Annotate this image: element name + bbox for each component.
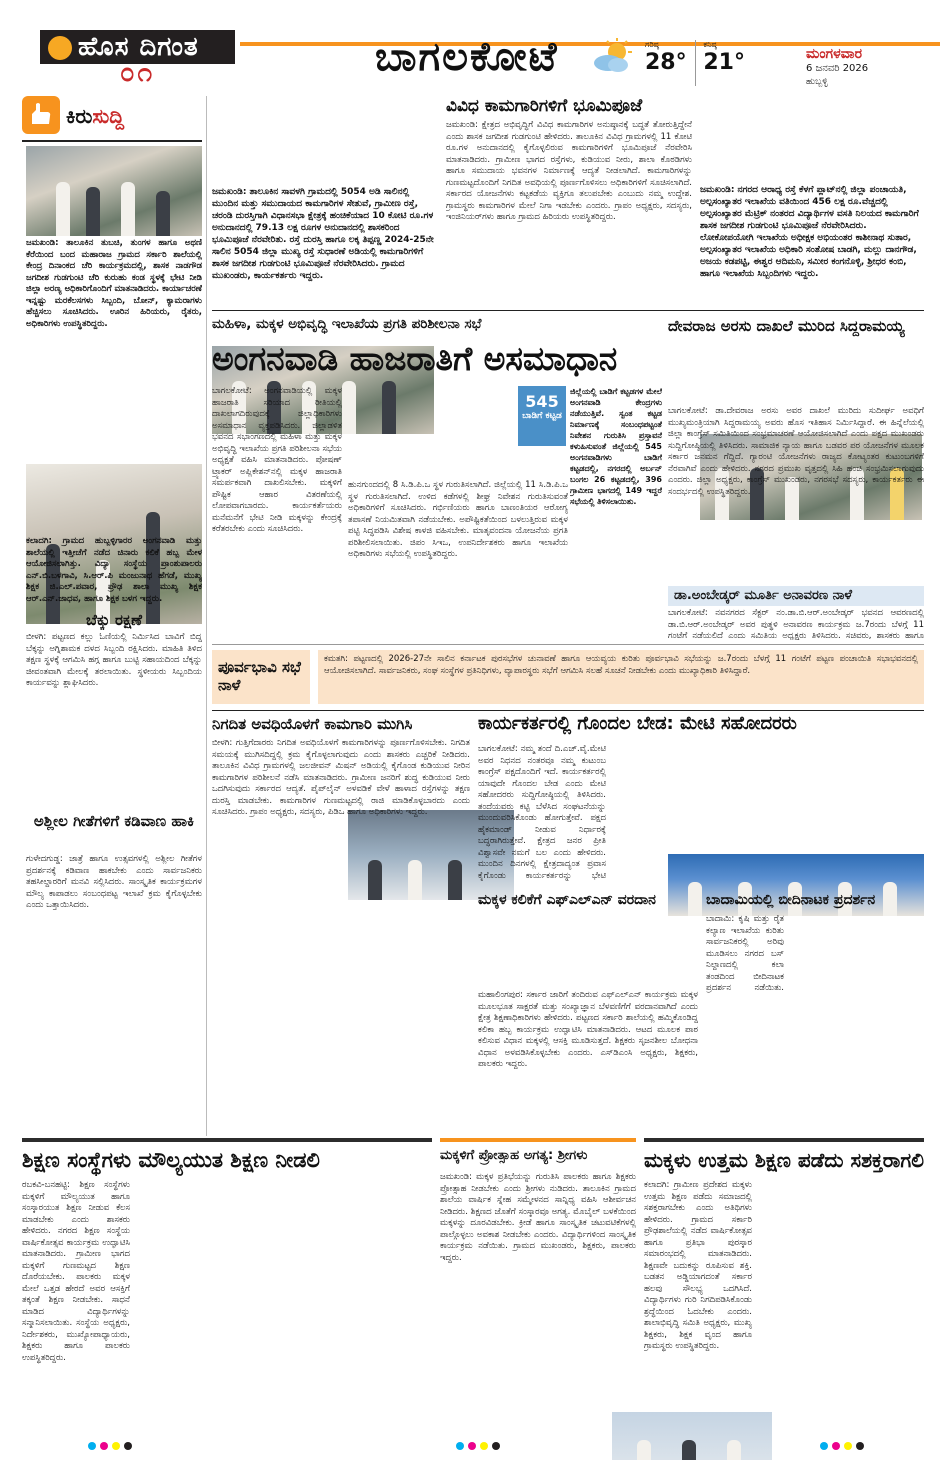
logo-text: ಹೊಸ ದಿಗಂತ xyxy=(78,31,199,62)
story-headline: ಬೆಕ್ಕು ರಕ್ಷಣೆ xyxy=(86,611,142,629)
section-rule xyxy=(644,1138,924,1142)
kirusuddi-title: ಕಿರುಸುದ್ದಿ xyxy=(66,104,125,128)
story-text: ಗುಳೇದಗುಡ್ಡ: ಜಾತ್ರೆ ಹಾಗೂ ಉತ್ಸವಗಳಲ್ಲಿ ಅಶ್ಲೀಲ ಗೀತೆಗಳ ಪ್ರದರ್ಶನಕ್ಕೆ ಕಡಿವಾಣ ಹಾಕಬೇಕು ಎಂದು ಸಾರ್ವಜನಿಕರು ತಹಸೀಲ್ದಾರರಿಗೆ ಮನವಿ ಸಲ್ಲಿಸಿದರು. ಸಾಂಸ್ಕೃತಿಕ ಕಾರ್ಯಕ್ರಮಗಳ ಮೌಲ್ಯ ಕಾಪಾಡಲು ಸಂಬಂಧಪಟ್ಟ ಇಲಾಖೆ ಕ್ರಮ ಕೈಗೊಳ್ಳಬೇಕು ಎಂದು ಒತ್ತಾಯಿಸಿದರು. xyxy=(26,854,202,910)
story-headline: ಮಕ್ಕಳು ಉತ್ತಮ ಶಿಕ್ಷಣ ಪಡೆದು ಸಶಕ್ತರಾಗಲಿ xyxy=(644,1148,924,1172)
story-text: ಬಾಗಲಕೋಟೆ: ನವನಗರದ ಸೆಕ್ಟರ್ ನಂ.ಡಾ.ಬಿ.ಆರ್.ಅಂಬೇಡ್ಕರ್ ಭವನದ ಆವರಣದಲ್ಲಿ ಡಾ.ಬಿ.ಆರ್.ಅಂಬೇಡ್ಕರ್ ಅವರ ಪುತ್ಥಳಿ ಅನಾವರಣ ಕಾರ್ಯಕ್ರಮ ಜ.7ರಂದು ಬೆಳಗ್ಗೆ 11 ಗಂಟೆಗೆ ನಡೆಯಲಿದೆ ಎಂದು ಸಮಿತಿಯ ಅಧ್ಯಕ್ಷರು ತಿಳಿಸಿದರು. ಸಚಿವರು, ಶಾಸಕರು ಹಾಗೂ xyxy=(668,608,924,640)
story-text: ಬೀಳಗಿ: ಪಟ್ಟಣದ ಕಲ್ಲು ಓಣಿಯಲ್ಲಿ ನಿರ್ಮಿಸಿದ ಬಾವಿಗೆ ಬಿದ್ದ ಬೆಕ್ಕನ್ನು ಅಗ್ನಿಶಾಮಕ ದಳದ ಸಿಬ್ಬಂದಿ ರಕ್ಷಿಸಿದರು. ಮಾಹಿತಿ ತಿಳಿದ ತಕ್ಷಣ ಸ್ಥಳಕ್ಕೆ ಆಗಮಿಸಿ ಹಗ್ಗ ಹಾಗೂ ಬುಟ್ಟಿ ಸಹಾಯದಿಂದ ಬೆಕ್ಕನ್ನು ಜೀವಂತವಾಗಿ ಮೇಲಕ್ಕೆ ತರಲಾಯಿತು. ಸ್ಥಳೀಯರು ಸಿಬ್ಬಂದಿಯ ಕಾರ್ಯವನ್ನು ಶ್ಲಾಘಿಸಿದರು. xyxy=(26,632,202,688)
story-text: ರಬಕವಿ-ಬನಹಟ್ಟಿ: ಶಿಕ್ಷಣ ಸಂಸ್ಥೆಗಳು ಮಕ್ಕಳಿಗೆ ಮೌಲ್ಯಯುತ ಹಾಗೂ ಸಂಸ್ಕಾರಯುತ ಶಿಕ್ಷಣ ನೀಡುವ ಕೆಲಸ ಮಾಡಬೇಕು ಎಂದು ಶಾಸಕರು ಹೇಳಿದರು. ನಗರದ ಶಿಕ್ಷಣ ಸಂಸ್ಥೆಯ ವಾರ್ಷಿಕೋತ್ಸವ ಕಾರ್ಯಕ್ರಮ ಉದ್ಘಾಟಿಸಿ ಮಾತನಾಡಿದರು. ಗ್ರಾಮೀಣ ಭಾಗದ ಮಕ್ಕಳಿಗೆ ಗುಣಮಟ್ಟದ ಶಿಕ್ಷಣ ದೊರೆಯಬೇಕು. ಪಾಲಕರು ಮಕ್ಕಳ ಮೇಲೆ ಒತ್ತಡ ಹೇರದೆ ಅವರ ಆಸಕ್ತಿಗೆ ತಕ್ಕಂತೆ ಶಿಕ್ಷಣ ನೀಡಬೇಕು. ಸಾಧನೆ ಮಾಡಿದ ವಿದ್ಯಾರ್ಥಿಗಳನ್ನು ಸನ್ಮಾನಿಸಲಾಯಿತು. ಸಂಸ್ಥೆಯ ಅಧ್ಯಕ್ಷರು, ನಿರ್ದೇಶಕರು, ಮುಖ್ಯೋಪಾಧ್ಯಾಯರು, ಶಿಕ್ಷಕರು ಹಾಗೂ ಪಾಲಕರು ಉಪಸ್ಥಿತರಿದ್ದರು. xyxy=(22,1180,130,1363)
stat-number: 545 xyxy=(525,392,559,411)
story-text: ಬಾದಾಮಿ: ಕೃಷಿ ಮತ್ತು ರೈತ ಕಲ್ಯಾಣ ಇಲಾಖೆಯ ಕುರಿತು ಸಾರ್ವಜನಿಕರಲ್ಲಿ ಅರಿವು ಮೂಡಿಸಲು ನಗರದ ಬಸ್ ನಿಲ್ದಾಣದಲ್ಲಿ ಕಲಾ ತಂಡದಿಂದ ಬೀದಿನಾಟಕ ಪ್ರದರ್ಶನ ನಡೆಯಿತು. xyxy=(706,914,784,993)
print-registration-marks xyxy=(820,1442,864,1452)
story-headline: ಡಾ.ಅಂಬೇಡ್ಕರ್ ಮೂರ್ತಿ ಅನಾವರಣ ನಾಳೆ xyxy=(668,586,924,606)
print-registration-marks xyxy=(88,1442,132,1452)
section-rule xyxy=(440,1138,636,1142)
print-registration-marks xyxy=(456,1442,500,1452)
story-headline: ನಿಗದಿತ ಅವಧಿಯೊಳಗೆ ಕಾಮಗಾರಿ ಮುಗಿಸಿ xyxy=(212,715,413,733)
story-text: ಬಾಗಲಕೋಟೆ: ನಮ್ಮ ತಂದೆ ದಿ.ಎಚ್.ವೈ.ಮೇಟಿ ಅವರ ನಿಧನದ ನಂತರವೂ ನಮ್ಮ ಕುಟುಂಬ ಕಾಂಗ್ರೆಸ್ ಪಕ್ಷದೊಂದಿಗೆ ಇದೆ. ಕಾರ್ಯಕರ್ತರಲ್ಲಿ ಯಾವುದೇ ಗೊಂದಲ ಬೇಡ ಎಂದು ಮೇಟಿ ಸಹೋದರರು ಸುದ್ದಿಗೋಷ್ಠಿಯಲ್ಲಿ ತಿಳಿಸಿದರು. ತಂದೆಯವರು ಕಟ್ಟಿ ಬೆಳೆಸಿದ ಸಂಘಟನೆಯನ್ನು ಮುಂದುವರಿಸಿಕೊಂಡು ಹೋಗುತ್ತೇವೆ. ಪಕ್ಷದ ಹೈಕಮಾಂಡ್ ನೀಡುವ ನಿರ್ಧಾರಕ್ಕೆ ಬದ್ಧರಾಗಿರುತ್ತೇವೆ. ಕ್ಷೇತ್ರದ ಜನರ ಪ್ರೀತಿ ವಿಶ್ವಾಸವೇ ನಮಗೆ ಬಲ ಎಂದು ಹೇಳಿದರು. ಮುಂದಿನ ದಿನಗಳಲ್ಲಿ ಕ್ಷೇತ್ರದಾದ್ಯಂತ ಪ್ರವಾಸ ಕೈಗೊಂಡು ಕಾರ್ಯಕರ್ತರನ್ನು ಭೇಟಿ xyxy=(478,744,606,881)
stat-text: ಜಿಲ್ಲೆಯಲ್ಲಿ ಬಾಡಿಗೆ ಕಟ್ಟಡಗಳ ಮೇಲೆ ಅಂಗನವಾಡಿ ಕೇಂದ್ರಗಳು ನಡೆಯುತ್ತಿವೆ. ಸ್ವಂತ ಕಟ್ಟಡ ನಿರ್ಮಾಣಕ್ಕೆ ಸಂಬಂಧಪಟ್ಟಂತೆ ನಿವೇಶನ ಗುರುತಿಸಿ ಪ್ರಸ್ತಾವನೆ ಕಳುಹಿಸುವಂತೆ ಜಿಲ್ಲೆಯಲ್ಲಿ 545 ಅಂಗನವಾಡಿಗಳು ಬಾಡಿಗೆ ಕಟ್ಟಡದಲ್ಲಿ, ನಗರದಲ್ಲಿ ಅರ್ಬನ್ ಬಂಗಲ 26 ಕಟ್ಟಡದಲ್ಲಿ, 396 ಗ್ರಾಮೀಣ ಭಾಗದಲ್ಲಿ 149 ಇದ್ದರೆ ಸಭೆಯಲ್ಲಿ ತಿಳಿಸಲಾಯಿತು. xyxy=(570,387,662,506)
story-text: ಜಮಖಂಡಿ: ಕ್ಷೇತ್ರದ ಅಭಿವೃದ್ಧಿಗೆ ವಿವಿಧ ಕಾಮಗಾರಿಗಳ ಅನುಷ್ಠಾನಕ್ಕೆ ಬದ್ಧತೆ ತೋರುತ್ತಿದ್ದೇನೆ ಎಂದು ಶಾಸಕ ಜಗದೀಶ ಗುಡಗುಂಟಿ ಹೇಳಿದರು. ತಾಲೂಕಿನ ವಿವಿಧ ಗ್ರಾಮಗಳಲ್ಲಿ 11 ಕೋಟಿ ರೂ.ಗಳ ಅನುದಾನದಲ್ಲಿ ಕೈಗೊಳ್ಳಲಿರುವ ಕಾಮಗಾರಿಗಳಿಗೆ ಭೂಮಿಪೂಜೆ ನೆರವೇರಿಸಿ ಮಾತನಾಡಿದರು. ಗ್ರಾಮೀಣ ಭಾಗದ ರಸ್ತೆಗಳು, ಕುಡಿಯುವ ನೀರು, ಶಾಲಾ ಕೊಠಡಿಗಳು ಹಾಗೂ ಸಮುದಾಯ ಭವನಗಳ ನಿರ್ಮಾಣಕ್ಕೆ ಆದ್ಯತೆ ನೀಡಲಾಗಿದೆ. ಕಾಮಗಾರಿಗಳನ್ನು ಗುಣಮಟ್ಟದೊಂದಿಗೆ ನಿಗದಿತ ಅವಧಿಯಲ್ಲಿ ಪೂರ್ಣಗೊಳಿಸಲು ಅಧಿಕಾರಿಗಳಿಗೆ ಸೂಚಿಸಲಾಗಿದೆ. ಸರ್ಕಾರದ ಯೋಜನೆಗಳು ಕಟ್ಟಕಡೆಯ ವ್ಯಕ್ತಿಗೂ ತಲುಪಬೇಕು ಎಂಬುದು ನಮ್ಮ ಉದ್ದೇಶ. ಗ್ರಾಮಸ್ಥರು ಕಾಮಗಾರಿಗಳ ಮೇಲೆ ನಿಗಾ ಇಡಬೇಕು ಎಂದರು. ಗ್ರಾಪಂ ಅಧ್ಯಕ್ಷರು, ಸದಸ್ಯರು, ಇಂಜಿನಿಯರ್‌ಗಳು ಹಾಗೂ ಗ್ರಾಮದ ಹಿರಿಯರು ಉಪಸ್ಥಿತರಿದ್ದರು. xyxy=(446,120,692,222)
story-headline: ಮಕ್ಕಳಿಗೆ ಪ್ರೋತ್ಸಾಹ ಅಗತ್ಯ: ಶ್ರೀಗಳು xyxy=(440,1148,588,1163)
story-text: ಮಹಾಲಿಂಗಪುರ: ಸರ್ಕಾರ ಜಾರಿಗೆ ತಂದಿರುವ ಎಫ್‌ಎಲ್‌ಎನ್ ಕಾರ್ಯಕ್ರಮ ಮಕ್ಕಳ ಮೂಲಭೂತ ಸಾಕ್ಷರತೆ ಮತ್ತು ಸಂಖ್ಯಾಜ್ಞಾನ ಬೆಳವಣಿಗೆಗೆ ವರದಾನವಾಗಿದೆ ಎಂದು ಕ್ಷೇತ್ರ ಶಿಕ್ಷಣಾಧಿಕಾರಿಗಳು ಹೇಳಿದರು. ಪಟ್ಟಣದ ಸರ್ಕಾರಿ ಶಾಲೆಯಲ್ಲಿ ಹಮ್ಮಿಕೊಂಡಿದ್ದ ಕಲಿಕಾ ಹಬ್ಬ ಕಾರ್ಯಕ್ರಮ ಉದ್ಘಾಟಿಸಿ ಮಾತನಾಡಿದರು. ಆಟದ ಮೂಲಕ ಪಾಠ ಕಲಿಸುವ ವಿಧಾನ ಮಕ್ಕಳಲ್ಲಿ ಆಸಕ್ತಿ ಮೂಡಿಸುತ್ತದೆ. ಶಿಕ್ಷಕರು ಸೃಜನಶೀಲ ಬೋಧನಾ ವಿಧಾನ ಅಳವಡಿಸಿಕೊಳ್ಳಬೇಕು ಎಂದರು. ಎಸ್‌ಡಿಎಂಸಿ ಅಧ್ಯಕ್ಷರು, ಶಿಕ್ಷಕರು, ಪಾಲಕರು ಇದ್ದರು. xyxy=(478,990,698,1069)
news-photo xyxy=(26,146,202,236)
story-headline: ವಿವಿಧ ಕಾಮಗಾರಿಗಳಿಗೆ ಭೂಮಿಪೂಜೆ xyxy=(446,96,643,116)
story-text: ಹುನಗುಂದದಲ್ಲಿ 8 ಸಿ.ಡಿ.ಪಿ.ಒ ಸ್ಥಳ ಗುರುತಿಸಲಾಗಿದೆ. ಜಿಲ್ಲೆಯಲ್ಲಿ 11 ಸಿ.ಡಿ.ಪಿ.ಒ ಸ್ಥಳ ಗುರುತಿಸಲಾಗಿದೆ. ಉಳಿದ ಕಡೆಗಳಲ್ಲಿ ಶೀಘ್ರ ನಿವೇಶನ ಗುರುತಿಸುವಂತೆ ಅಧಿಕಾರಿಗಳಿಗೆ ಸೂಚಿಸಿದರು. ಗರ್ಭಿಣಿಯರು ಹಾಗೂ ಬಾಣಂತಿಯರ ಆರೋಗ್ಯ ತಪಾಸಣೆ ನಿಯಮಿತವಾಗಿ ನಡೆಯಬೇಕು. ಅಪೌಷ್ಟಿಕತೆಯಿಂದ ಬಳಲುತ್ತಿರುವ ಮಕ್ಕಳ ಪಟ್ಟಿ ಸಿದ್ಧಪಡಿಸಿ ವಿಶೇಷ ಕಾಳಜಿ ವಹಿಸಬೇಕು. ಮಾತೃವಂದನಾ ಯೋಜನೆಯ ಪ್ರಗತಿ ಪರಿಶೀಲಿಸಲಾಯಿತು. ಜಿಪಂ ಸಿಇಒ, ಉಪನಿರ್ದೇಶಕರು ಹಾಗೂ ಇಲಾಖೆಯ ಅಧಿಕಾರಿಗಳು ಸಭೆಯಲ್ಲಿ ಉಪಸ್ಥಿತರಿದ್ದರು. xyxy=(348,480,568,559)
photo-caption: ಜಮಖಂಡಿ: ನಗರದ ಆರಾಧ್ಯ ರಸ್ತೆ ಕೆಳಗೆ ಪ್ಲಾಟ್‌ನಲ್ಲಿ ಜಿಲ್ಲಾ ಪಂಚಾಯತಿ, ಅಲ್ಪಸಂಖ್ಯಾತರ ಇಲಾಖೆಯ ವತಿಯಿಂದ 456 ಲಕ್ಷ ರೂ.ವೆಚ್ಚದಲ್ಲಿ ಅಲ್ಪಸಂಖ್ಯಾತರ ಮೆಟ್ರಿಕ್ ನಂತರದ ವಿದ್ಯಾರ್ಥಿಗಳ ವಸತಿ ನಿಲಯದ ಕಾಮಗಾರಿಗೆ ಶಾಸಕ ಜಗದೀಶ ಗುಡಗುಂಟಿ ಭೂಮಿಪೂಜೆ ನೆರವೇರಿಸಿದರು. ಲೋಕೋಪಯೋಗಿ ಇಲಾಖೆಯ ಅಧೀಕ್ಷಕ ಅಭಿಯಂತರ ಕಾಶೀನಾಥ ಸುತಾರ, ಅಲ್ಪಸಂಖ್ಯಾತರ ಇಲಾಖೆಯ ಅಧಿಕಾರಿ ಸಂತೋಷ ಬಾಡಗಿ, ಮಲ್ಲು ದಾನಗೌಡ, ಅಜಯ ಕಡಪಟ್ಟಿ, ಈಶ್ವರ ಆದಿಮನಿ, ಸಮೀರ ಕಂಗನೊಳ್ಳಿ, ಶ್ರೀಧರ ಕಂಬಿ, ಹಾಗೂ ಇಲಾಖೆಯ ಸಿಬ್ಬಂದಿಗಳು ಇದ್ದರು. xyxy=(700,184,922,304)
stat-label: ಬಾಡಿಗೆ ಕಟ್ಟಡ xyxy=(522,411,562,421)
min-temp: ಕನಿಷ್ಠ 21° xyxy=(703,40,745,75)
notice-tag-label: ಪೂರ್ವಭಾವಿ ಸಭೆ ನಾಳೆ xyxy=(212,650,310,704)
story-headline: ಕಾರ್ಯಕರ್ತರಲ್ಲಿ ಗೊಂದಲ ಬೇಡ: ಮೇಟಿ ಸಹೋದರರು xyxy=(478,714,797,734)
story-text: ಕಮತಗಿ: ಪಟ್ಟಣದಲ್ಲಿ 2026-27ನೇ ಸಾಲಿನ ಕರ್ನಾಟಕ ಪುರಸಭೆಗಳ ಚುನಾವಣೆ ಹಾಗೂ ಆಯವ್ಯಯ ಕುರಿತು ಪೂರ್ವಭಾವಿ ಸಭೆಯನ್ನು ಜ.7ರಂದು ಬೆಳಗ್ಗೆ 11 ಗಂಟೆಗೆ ಪಟ್ಟಣ ಪಂಚಾಯಿತಿ ಸಭಾಭವನದಲ್ಲಿ ಆಯೋಜಿಸಲಾಗಿದೆ. ಸಾರ್ವಜನಿಕರು, ಸಂಘ ಸಂಸ್ಥೆಗಳ ಪ್ರತಿನಿಧಿಗಳು, ವ್ಯಾಪಾರಸ್ಥರು ಸಭೆಗೆ ಆಗಮಿಸಿ ಸಲಹೆ ಸೂಚನೆ ನೀಡಬೇಕು ಎಂದು ಮುಖ್ಯಾಧಿಕಾರಿ ತಿಳಿಸಿದ್ದಾರೆ. xyxy=(318,650,924,704)
story-headline: ದೇವರಾಜ ಅರಸು ದಾಖಲೆ ಮುರಿದ ಸಿದ್ದರಾಮಯ್ಯ xyxy=(668,317,905,335)
story-headline: ಬಾದಾಮಿಯಲ್ಲಿ ಬೀದಿನಾಟಕ ಪ್ರದರ್ಶನ xyxy=(706,892,876,908)
column-rule xyxy=(22,140,202,142)
story-headline: ಅಂಗನವಾಡಿ ಹಾಜರಾತಿಗೆ ಅಸಮಾಧಾನ xyxy=(212,339,618,378)
story-text: ಬಾಗಲಕೋಟೆ: ಅಂಗನವಾಡಿಯಲ್ಲಿ ಮಕ್ಕಳ ಹಾಜರಾತಿ ಸರಿಯಾದ ರೀತಿಯಲ್ಲಿ ದಾಖಲಾಗದಿರುವುದಕ್ಕೆ ಜಿಲ್ಲಾಧಿಕಾರಿಗಳು ಅಸಮಾಧಾನ ವ್ಯಕ್ತಪಡಿಸಿದರು. ಜಿಲ್ಲಾಡಳಿತ ಭವನದ ಸಭಾಂಗಣದಲ್ಲಿ ಮಹಿಳಾ ಮತ್ತು ಮಕ್ಕಳ ಅಭಿವೃದ್ಧಿ ಇಲಾಖೆಯ ಪ್ರಗತಿ ಪರಿಶೀಲನಾ ಸಭೆಯ ಅಧ್ಯಕ್ಷತೆ ವಹಿಸಿ ಮಾತನಾಡಿದರು. ಪೋಷಣ್ ಟ್ರ್ಯಾಕರ್ ಅಪ್ಲಿಕೇಶನ್‌ನಲ್ಲಿ ಮಕ್ಕಳ ಹಾಜರಾತಿ ಸಮರ್ಪಕವಾಗಿ ದಾಖಲಿಸಬೇಕು. ಮಕ್ಕಳಿಗೆ ಪೌಷ್ಟಿಕ ಆಹಾರ ವಿತರಣೆಯಲ್ಲಿ ಲೋಪವಾಗಬಾರದು. ಕಾರ್ಯಕರ್ತೆಯರು ಮನೆಮನೆಗೆ ಭೇಟಿ ನೀಡಿ ಮಕ್ಕಳನ್ನು ಕೇಂದ್ರಕ್ಕೆ ಕರೆತರಬೇಕು ಎಂದು ಸೂಚಿಸಿದರು. xyxy=(212,386,342,534)
weather-sun-cloud-icon xyxy=(592,38,634,74)
date: 6 ಜನವರಿ 2026 xyxy=(806,63,869,74)
story-headline: ಶಿಕ್ಷಣ ಸಂಸ್ಥೆಗಳು ಮೌಲ್ಯಯುತ ಶಿಕ್ಷಣ ನೀಡಲಿ xyxy=(22,1148,320,1172)
page-number: ೦೧ xyxy=(119,58,156,88)
story-text: ಕಲಾದಗಿ: ಗ್ರಾಮೀಣ ಪ್ರದೇಶದ ಮಕ್ಕಳು ಉತ್ತಮ ಶಿಕ್ಷಣ ಪಡೆದು ಸಮಾಜದಲ್ಲಿ ಸಶಕ್ತರಾಗಬೇಕು ಎಂದು ಅತಿಥಿಗಳು ಹೇಳಿದರು. ಗ್ರಾಮದ ಸರ್ಕಾರಿ ಪ್ರೌಢಶಾಲೆಯಲ್ಲಿ ನಡೆದ ವಾರ್ಷಿಕೋತ್ಸವ ಹಾಗೂ ಪ್ರತಿಭಾ ಪುರಸ್ಕಾರ ಸಮಾರಂಭದಲ್ಲಿ ಮಾತನಾಡಿದರು. ಶಿಕ್ಷಣವೇ ಬದುಕನ್ನು ರೂಪಿಸುವ ಶಕ್ತಿ. ಬಡತನ ಅಡ್ಡಿಯಾಗದಂತೆ ಸರ್ಕಾರ ಹಲವು ಸೌಲಭ್ಯ ಒದಗಿಸಿದೆ. ವಿದ್ಯಾರ್ಥಿಗಳು ಗುರಿ ನಿಗದಿಪಡಿಸಿಕೊಂಡು ಶ್ರದ್ಧೆಯಿಂದ ಓದಬೇಕು ಎಂದರು. ಶಾಲಾಭಿವೃದ್ಧಿ ಸಮಿತಿ ಅಧ್ಯಕ್ಷರು, ಮುಖ್ಯ ಶಿಕ್ಷಕರು, ಶಿಕ್ಷಕ ವೃಂದ ಹಾಗೂ ಗ್ರಾಮಸ್ಥರು ಉಪಸ್ಥಿತರಿದ್ದರು. xyxy=(644,1180,752,1351)
section-rule xyxy=(22,1138,432,1142)
temperature-readout xyxy=(645,40,745,86)
edition-name: ಹುಬ್ಬಳ್ಳಿ xyxy=(806,77,828,87)
story-headline: ಅಶ್ಲೀಲ ಗೀತೆಗಳಿಗೆ ಕಡಿವಾಣ ಹಾಕಿ xyxy=(33,812,195,830)
story-text: ಕಲಾದಗಿ: ಗ್ರಾಮದ ಹುಬ್ಬಳ್ಳಿಗಾರರ ಅಂಗನವಾಡಿ ಮತ್ತು ಶಾಲೆಯಲ್ಲಿ ಇತ್ತೀಚೆಗೆ ನಡೆದ ಚಿನಾರು ಕಲಿಕೆ ಹಬ್ಬ ಮೇಳ ಆಯೋಜಿಸಲಾಗಿತ್ತು. ವಿದ್ಯಾ ಸಂಸ್ಥೆಯ ಪ್ರಾಂಶುಪಾಲರು ಎನ್.ಬಿ.ಬಳಗಾವಿ, ಸಿ.ಆರ್.ಪಿ ಮಂಜುನಾಥ ಹೆಗಡೆ, ಮುಖ್ಯ ಶಿಕ್ಷಕ ಜಿ.ಎಲ್.ಪವಾರ, ಪ್ರೌಢ ಶಾಲಾ ಮುಖ್ಯ ಶಿಕ್ಷಕ ಆರ್.ಎನ್.ಜಾಧವ, ಹಾಗೂ ಶಿಕ್ಷಕ ಬಳಗ ಇದ್ದರು. xyxy=(26,536,202,604)
masthead xyxy=(0,0,945,92)
photo-caption: ಜಮಖಂಡಿ: ತಾಲೂಕಿನ ಸಾವಳಗಿ ಗ್ರಾಮದಲ್ಲಿ 5054 ಅಡಿ ಸಾಲಿನಲ್ಲಿ ಮುಂದಿನ ಮತ್ತು ಸಮುದಾಯದ ಕಾಮಗಾರಿಗಳ ಸೇತುವೆ, ಗ್ರಾಮೀಣ ರಸ್ತೆ, ಚರಂಡಿ ದುರಸ್ತಿಗಾಗಿ ವಿಧಾನಸಭಾ ಕ್ಷೇತ್ರಕ್ಕೆ ಹಂಚಿಕೆಯಾದ 10 ಕೋಟಿ ರೂ.ಗಳ ಅನುದಾನದಲ್ಲಿ 79.13 ಲಕ್ಷ ರೂಗಳ ಅನುದಾನದಲ್ಲಿ ಶಾಸಕರಿಂದ ಭೂಮಿಪೂಜೆ ನೆರವೇರಿತು. ರಸ್ತೆ ದುರಸ್ತಿ ಹಾಗೂ ಲಕ್ಕ ತಿಪ್ಪಣ್ಣ 2024-25ನೇ ಸಾಲಿನ 5054 ಜಿಲ್ಲಾ ಮುಖ್ಯ ರಸ್ತೆ ಸುಧಾರಣೆ ಅಡಿಯಲ್ಲಿ ಕಾಮಗಾರಿಗಳಿಗೆ ಶಾಸಕ ಜಗದೀಶ ಗುಡಗುಂಟಿ ಭೂಮಿಪೂಜೆ ನೆರವೇರಿಸಿದರು. ಗ್ರಾಮದ ಮುಖಂಡರು, ಕಾರ್ಯಕರ್ತರು ಇದ್ದರು. xyxy=(212,186,434,302)
column-divider xyxy=(206,96,207,1136)
story-headline: ಮಕ್ಕಳ ಕಲಿಕೆಗೆ ಎಫ್‌ಎಲ್‌ಎನ್ ವರದಾನ xyxy=(478,892,656,908)
story-text: ಬೀಳಗಿ: ಗುತ್ತಿಗೆದಾರರು ನಿಗದಿತ ಅವಧಿಯೊಳಗೆ ಕಾಮಗಾರಿಗಳನ್ನು ಪೂರ್ಣಗೊಳಿಸಬೇಕು. ನಿಗದಿತ ಸಮಯಕ್ಕೆ ಮುಗಿಸದಿದ್ದಲ್ಲಿ ಕ್ರಮ ಕೈಗೊಳ್ಳಲಾಗುವುದು ಎಂದು ಶಾಸಕರು ಎಚ್ಚರಿಕೆ ನೀಡಿದರು. ತಾಲೂಕಿನ ವಿವಿಧ ಗ್ರಾಮಗಳಲ್ಲಿ ಜಲಜೀವನ್ ಮಿಷನ್ ಅಡಿಯಲ್ಲಿ ಕೈಗೊಂಡ ಕುಡಿಯುವ ನೀರಿನ ಕಾಮಗಾರಿಗಳ ಪರಿಶೀಲನೆ ನಡೆಸಿ ಮಾತನಾಡಿದರು. ಗ್ರಾಮೀಣ ಜನರಿಗೆ ಶುದ್ಧ ಕುಡಿಯುವ ನೀರು ಒದಗಿಸುವುದು ಸರ್ಕಾರದ ಆದ್ಯತೆ. ಪೈಪ್‌ಲೈನ್ ಅಳವಡಿಕೆ ವೇಳೆ ಹಾಳಾದ ರಸ್ತೆಗಳನ್ನು ತಕ್ಷಣ ದುರಸ್ತಿ ಮಾಡಬೇಕು. ಕಾಮಗಾರಿಗಳ ಗುಣಮಟ್ಟದಲ್ಲಿ ರಾಜಿ ಮಾಡಿಕೊಳ್ಳಬಾರದು ಎಂದು ಸೂಚಿಸಿದರು. ಗ್ರಾಪಂ ಅಧ್ಯಕ್ಷರು, ಸದಸ್ಯರು, ಪಿಡಿಒ ಹಾಗೂ ಅಧಿಕಾರಿಗಳು ಇದ್ದರು. xyxy=(212,738,470,817)
story-text: ಬಾಗಲಕೋಟೆ: ಡಾ.ದೇವರಾಜ ಅರಸು ಅವರ ದಾಖಲೆ ಮುರಿದು ಸುದೀರ್ಘ ಅವಧಿಗೆ ಮುಖ್ಯಮಂತ್ರಿಯಾಗಿ ಸಿದ್ದರಾಮಯ್ಯ ಅವರು ಹೊಸ ಇತಿಹಾಸ ನಿರ್ಮಿಸಿದ್ದಾರೆ. ಈ ಹಿನ್ನೆಲೆಯಲ್ಲಿ ಜಿಲ್ಲಾ ಕಾಂಗ್ರೆಸ್ ಸಮಿತಿಯಿಂದ ಸಂಭ್ರಮಾಚರಣೆ ಆಯೋಜಿಸಲಾಗಿದೆ ಎಂದು ಪಕ್ಷದ ಮುಖಂಡರು ಸುದ್ದಿಗೋಷ್ಠಿಯಲ್ಲಿ ತಿಳಿಸಿದರು. ಸಾಮಾಜಿಕ ನ್ಯಾಯ ಹಾಗೂ ಬಡವರ ಪರ ಯೋಜನೆಗಳ ಮೂಲಕ ಸರ್ಕಾರ ಜನಮನ ಗೆದ್ದಿದೆ. ಗ್ಯಾರಂಟಿ ಯೋಜನೆಗಳು ರಾಜ್ಯದ ಕೋಟ್ಯಂತರ ಕುಟುಂಬಗಳಿಗೆ ನೆರವಾಗಿವೆ ಎಂದು ಹೇಳಿದರು. ನಗರದ ಪ್ರಮುಖ ವೃತ್ತದಲ್ಲಿ ಸಿಹಿ ಹಂಚಿ ಸಂಭ್ರಮಿಸಲಾಗುವುದು ಎಂದರು. ಜಿಲ್ಲಾ ಅಧ್ಯಕ್ಷರು, ಕಾಂಗ್ರೆಸ್ ಮುಖಂಡರು, ನಗರಸಭೆ ಸದಸ್ಯರು, ಕಾರ್ಯಕರ್ತರು ಈ ಸಂದರ್ಭದಲ್ಲಿ ಉಪಸ್ಥಿತರಿದ್ದರು. xyxy=(668,406,924,497)
weekday: ಮಂಗಳವಾರ xyxy=(806,46,863,62)
kirusuddi-header xyxy=(22,96,202,134)
section-rule xyxy=(212,310,924,311)
story-text: ಜಮಖಂಡಿ: ತಾಲೂಕಿನ ತುಬಚಿ, ತುಂಗಳ ಹಾಗೂ ಅಥಣಿ ಕೆರೆಯಿಂದ ಬಂದ ಮಹಾರಾಜ ಗ್ರಾಮದ ಸರ್ಕಾರಿ ಶಾಲೆಯಲ್ಲಿ ಕೇಂದ್ರ ದಿನಾಂಕದ ಚೆರಿ ಕಾರ್ಯಕ್ರಮದಲ್ಲಿ, ಶಾಸಕ ನಾಡಗೌಡ ಜಗದೀಶ ಗುಡಗುಂಟಿ ಚೆರಿ ಕುರುಹು ಕಂಡ ಸ್ಥಳಕ್ಕೆ ಭೇಟಿ ನೀಡಿ ಜಿಲ್ಲಾ ಅರಣ್ಯ ಅಧಿಕಾರಿಗೊಂದಿಗೆ ಮಾತನಾಡಿದರು. ಕಾರ್ಯಾಚರಣೆ ಇನ್ನಷ್ಟು ಮರಕೆಲಸಗಳು ಸಿಬ್ಬಂದಿ, ಬೋನ್, ಕ್ಯಾಮರಾಗಳು ಹೆಚ್ಚಿಸಲು ಸೂಚಿಸಿದರು. ಊರಿನ ಹಿರಿಯರು, ರೈತರು, ಅಧಿಕಾರಿಗಳು ಉಪಸ್ಥಿತರಿದ್ದರು. xyxy=(26,238,202,329)
hand-point-icon xyxy=(22,96,60,134)
logo-emblem-icon xyxy=(48,36,72,60)
section-rule xyxy=(212,644,924,645)
story-kicker: ಮಹಿಳಾ, ಮಕ್ಕಳ ಅಭಿವೃದ್ಧಿ ಇಲಾಖೆಯ ಪ್ರಗತಿ ಪರಿಶೀಲನಾ ಸಭೆ xyxy=(212,316,482,332)
story-text: ಜಮಖಂಡಿ: ಮಕ್ಕಳ ಪ್ರತಿಭೆಯನ್ನು ಗುರುತಿಸಿ ಪಾಲಕರು ಹಾಗೂ ಶಿಕ್ಷಕರು ಪ್ರೋತ್ಸಾಹ ನೀಡಬೇಕು ಎಂದು ಶ್ರೀಗಳು ನುಡಿದರು. ತಾಲೂಕಿನ ಗ್ರಾಮದ ಶಾಲೆಯ ವಾರ್ಷಿಕ ಸ್ನೇಹ ಸಮ್ಮೇಳನದ ಸಾನ್ನಿಧ್ಯ ವಹಿಸಿ ಆಶೀರ್ವಚನ ನೀಡಿದರು. ಶಿಕ್ಷಣದ ಜೊತೆಗೆ ಸಂಸ್ಕಾರವೂ ಅಗತ್ಯ. ಮೊಬೈಲ್ ಬಳಕೆಯಿಂದ ಮಕ್ಕಳನ್ನು ದೂರವಿಡಬೇಕು. ಕ್ರೀಡೆ ಹಾಗೂ ಸಾಂಸ್ಕೃತಿಕ ಚಟುವಟಿಕೆಗಳಲ್ಲಿ ಪಾಲ್ಗೊಳ್ಳಲು ಅವಕಾಶ ನೀಡಬೇಕು ಎಂದರು. ವಿದ್ಯಾರ್ಥಿಗಳಿಂದ ಸಾಂಸ್ಕೃತಿಕ ಕಾರ್ಯಕ್ರಮ ನಡೆಯಿತು. ಗ್ರಾಮದ ಮುಖಂಡರು, ಶಿಕ್ಷಕರು, ಪಾಲಕರು ಇದ್ದರು. xyxy=(440,1172,636,1263)
date-block xyxy=(806,46,936,86)
notice-tag xyxy=(212,650,310,704)
max-temp: ಗರಿಷ್ಠ 28° xyxy=(645,40,687,75)
section-rule xyxy=(212,710,924,711)
stat-box xyxy=(518,386,566,446)
edition-city: ಬಾಗಲಕೋಟೆ xyxy=(375,34,559,80)
